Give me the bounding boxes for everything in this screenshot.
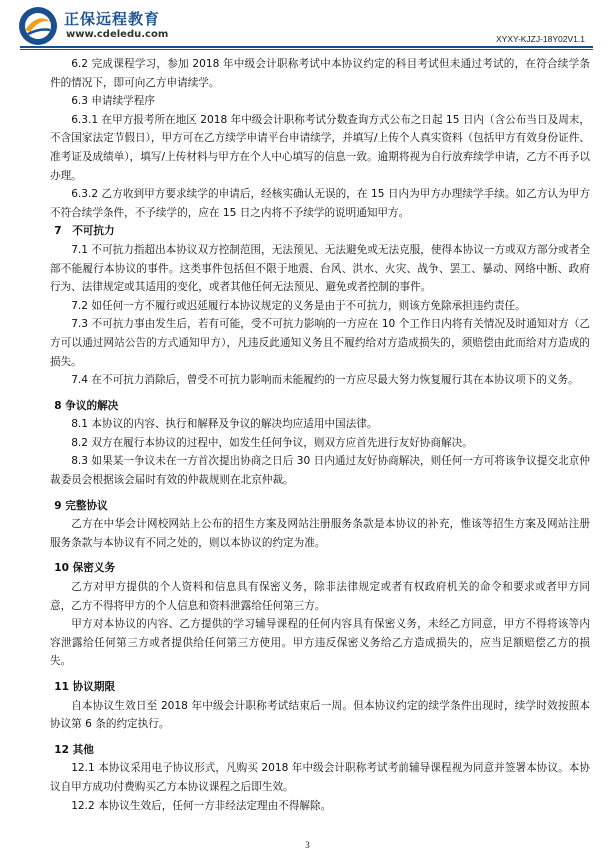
clause-paragraph: 12.1 本协议采用电子协议形式，凡购买 2018 年中级会计职称考试考前辅导课程视为同意并签署本协议。本协议自甲方成功付费购买乙方本协议课程之后即生效。 (50, 762, 590, 793)
clause-paragraph: 8.3 如果某一争议未在一方首次提出协商之日后 30 日内通过友好协商解决，则任何一方可将该争议提交北京仲裁委员会根据该会届时有效的仲裁规则在北京仲裁。 (50, 455, 590, 487)
clause-paragraph: 8.2 双方在履行本协议的过程中，如发生任何争议，则双方应首先进行友好协商解决。 (71, 436, 473, 449)
clause-paragraph: 自本协议生效日至 2018 年中级会计职称考试结束后一周。但本协议约定的续学条件出现时，续学时效按照本协议第 6 条的约定执行。 (50, 699, 590, 731)
section-gap (50, 734, 590, 741)
brand-url: www.cdeledu.com (66, 29, 169, 40)
page-header (0, 0, 615, 52)
clause-paragraph: 6.3.1 在甲方报考所在地区 2018 年中级会计职称考试分数查询方式公布之日起 15 日内（含公布当日及周末，不含国家法定节假日），甲方可在乙方续学申请平台申请续学，并填写/上传个人真实资料（包括甲方有效身份证件、准考证及成绩单），填写/上传材料与甲方在个人中心填写的信息一致。逾期将视为自行放弃续学申请，乙方不再予以办理。 (50, 113, 590, 182)
agreement-body (50, 55, 590, 815)
section-heading: 10 保密义务 (54, 562, 116, 575)
section-heading: 12 其他 (54, 743, 94, 756)
brand-logo (18, 6, 58, 46)
clause-paragraph: 7.2 如任何一方不履行或迟延履行本协议规定的义务是由于不可抗力，则该方免除承担违约责任。 (71, 299, 526, 312)
clause-paragraph: 7.4 在不可抗力消除后，曾受不可抗力影响而未能履约的一方应尽最大努力恢复履行其在本协议项下的义务。 (71, 374, 579, 387)
brand-name: 正保远程教育 (64, 10, 161, 28)
section-heading: 7 不可抗力 (54, 225, 115, 238)
section-gap (50, 671, 590, 678)
clause-paragraph: 6.3.2 乙方收到甲方要求续学的申请后，经核实确认无误的，在 15 日内为甲方办理续学手续。如乙方认为甲方不符合续学条件，不予续学的，应在 15 日之内将不予续学的说明通知甲方。 (50, 188, 590, 219)
clause-paragraph: 6.3 申请续学程序 (71, 95, 155, 108)
clause-paragraph: 7.3 不可抗力事由发生后，若有可能，受不可抗力影响的一方应在 10 个工作日内将有关情况及时通知对方（乙方可以通过网站公告的方式通知甲方），凡违反此通知义务且不履约给对方造成损失的，须赔偿由此而给对方造成的损失。 (50, 318, 590, 368)
section-heading: 11 协议期限 (54, 681, 116, 693)
clause-paragraph: 6.2 完成课程学习，参加 2018 年中级会计职称考试中本协议约定的科目考试但未通过考试的，在符合续学条件的情况下，即可向乙方申请续学。 (50, 58, 590, 89)
clause-paragraph: 甲方对本协议的内容、乙方提供的学习辅导课程的任何内容具有保密义务，未经乙方同意，甲方不得将该等内容泄露给任何第三方或者提供给任何第三方使用。甲方违反保密义务给乙方造成损失的，应当足额赔偿乙方的损失。 (50, 618, 590, 668)
clause-paragraph: 7.1 不可抗力指超出本协议双方控制范围，无法预见、无法避免或无法克服，使得本协议一方或双方部分或者全部不能履行本协议的事件。这类事件包括但不限于地震、台风、洪水、火灾、战争、罢工、暴动、网络中断、政府行为、法律规定或其适用的变化，或者其他任何无法预见、避免或者控制的事件。 (50, 243, 590, 294)
page-number: 3 (305, 840, 310, 850)
section-gap (50, 552, 590, 559)
clause-paragraph: 乙方对甲方提供的个人资料和信息具有保密义务，除非法律规定或者有权政府机关的命令和要求或者甲方同意，乙方不得将甲方的个人信息和资料泄露给任何第三方。 (50, 581, 590, 612)
clause-paragraph: 乙方在中华会计网校网站上公布的招生方案及网站注册服务条款是本协议的补充，惟该等招生方案及网站注册服务条款与本协议有不同之处的，则以本协议的约定为准。 (50, 518, 590, 549)
clause-paragraph: 12.2 本协议生效后，任何一方非经法定理由不得解除。 (71, 799, 332, 812)
section-gap (50, 490, 590, 497)
section-gap (50, 390, 590, 397)
header-rule (20, 46, 593, 51)
clause-paragraph: 8.1 本协议的内容、执行和解释及争议的解决均应适用中国法律。 (71, 418, 378, 431)
document-code: XYXY-KJZJ-18Y02V1.1 (496, 34, 585, 44)
section-heading: 9 完整协议 (54, 499, 108, 512)
section-heading: 8 争议的解决 (54, 399, 119, 412)
